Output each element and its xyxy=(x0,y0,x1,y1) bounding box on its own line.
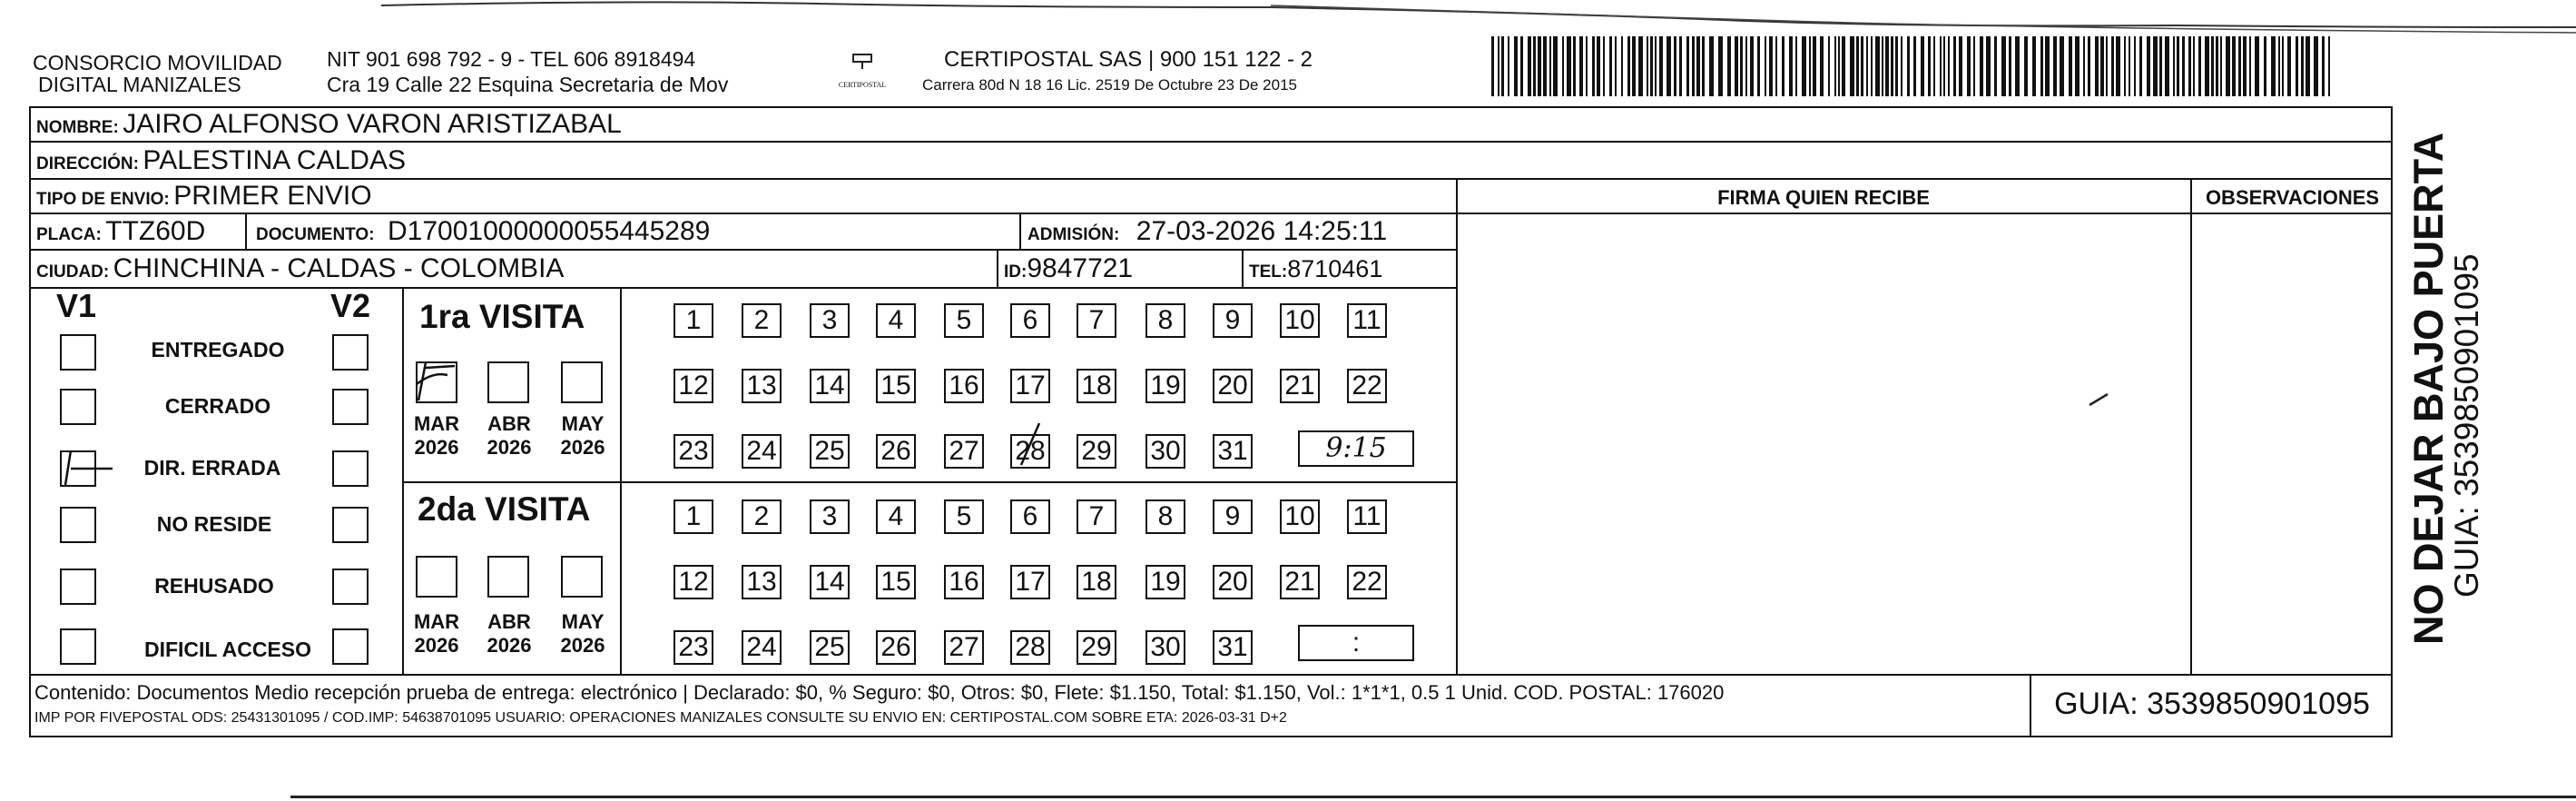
barcode-bar xyxy=(1980,36,1983,96)
barcode-bar xyxy=(2088,36,2090,96)
check-mark-icon xyxy=(1010,423,1050,458)
first-day-23[interactable]: 23 xyxy=(673,434,713,469)
check-mark-icon xyxy=(415,361,457,402)
first-day-4[interactable]: 4 xyxy=(876,303,916,338)
v1-header: V1 xyxy=(56,287,97,324)
barcode-bar xyxy=(1549,36,1551,96)
barcode-bar xyxy=(1973,36,1975,96)
barcode-bar xyxy=(1813,36,1816,96)
second-day-1[interactable]: 1 xyxy=(673,499,713,534)
pen-mark xyxy=(2088,391,2115,409)
barcode-bar xyxy=(1528,36,1531,96)
first-day-15[interactable]: 15 xyxy=(876,369,916,403)
barcode-bar xyxy=(2278,36,2280,96)
barcode-bar xyxy=(2205,36,2209,96)
id-cell xyxy=(1004,253,1133,284)
first-day-27[interactable]: 27 xyxy=(944,434,984,469)
nombre-label: NOMBRE: xyxy=(36,118,119,137)
option-dificil-acceso: DIFICIL ACCESO xyxy=(143,638,311,661)
logo-text: CERTIPOSTAL xyxy=(838,81,887,89)
envelope-icon xyxy=(835,49,890,76)
v2-checkbox-dificil-acceso[interactable] xyxy=(332,628,369,665)
barcode-bar xyxy=(1586,36,1588,96)
barcode-bar xyxy=(2287,36,2291,96)
firma-header: FIRMA QUIEN RECIBE xyxy=(1717,186,1930,209)
first-day-17[interactable]: 17 xyxy=(1010,369,1050,403)
direccion-value: PALESTINA CALDAS xyxy=(143,145,406,175)
ciudad-cell xyxy=(36,253,564,284)
barcode-bar xyxy=(2106,36,2108,96)
barcode-bar xyxy=(2153,36,2158,96)
barcode-bar xyxy=(2328,36,2330,96)
first-day-5[interactable]: 5 xyxy=(944,303,984,338)
first-day-2[interactable]: 2 xyxy=(742,303,782,338)
second-day-22[interactable]: 22 xyxy=(1347,565,1387,599)
barcode-bar xyxy=(1696,36,1700,96)
first-day-31[interactable]: 31 xyxy=(1213,434,1253,469)
barcode-bar xyxy=(1882,36,1883,96)
second-day-11[interactable]: 11 xyxy=(1347,499,1387,534)
barcode-bar xyxy=(1498,36,1499,96)
barcode-bar xyxy=(1891,36,1893,96)
barcode-bar xyxy=(2075,36,2079,96)
barcode-bar xyxy=(2134,36,2136,96)
second-month-box-may[interactable] xyxy=(561,556,603,598)
barcode-bar xyxy=(1757,36,1760,96)
certipostal-logo xyxy=(835,49,890,94)
tipo-value: PRIMER ENVIO xyxy=(173,181,372,211)
option-rehusado: REHUSADO xyxy=(154,574,274,598)
barcode-bar xyxy=(1655,36,1657,96)
barcode-bar xyxy=(1592,36,1595,96)
barcode-bar xyxy=(2001,36,2006,96)
side-line2: GUIA: 3539850901095 xyxy=(2448,253,2485,598)
barcode-bar xyxy=(2255,36,2259,96)
check-mark-icon xyxy=(58,449,94,485)
barcode-bar xyxy=(2159,36,2162,96)
barcode-bar xyxy=(2009,36,2011,96)
barcode-bar xyxy=(1933,36,1935,96)
admision-value: 27-03-2026 14:25:11 xyxy=(1136,216,1388,246)
barcode-bar xyxy=(1679,36,1682,96)
observaciones-header: OBSERVACIONES xyxy=(2205,186,2380,209)
paper-edge xyxy=(290,796,2576,798)
barcode-bar xyxy=(2147,36,2150,96)
barcode-bar xyxy=(2083,36,2085,96)
first-month-box-mar[interactable] xyxy=(416,361,457,403)
barcode-bar xyxy=(2249,36,2251,96)
v2-checkbox-rehusado[interactable] xyxy=(332,569,369,605)
barcode-bar xyxy=(1765,36,1766,96)
barcode-bar xyxy=(2165,36,2169,96)
first-month-label-abr: ABR 2026 xyxy=(487,412,532,459)
second-month-label-abr: ABR 2026 xyxy=(487,610,532,657)
v2-checkbox-no-reside[interactable] xyxy=(332,507,369,543)
side-line1: NO DEJAR BAJO PUERTA xyxy=(2405,132,2452,645)
second-day-9[interactable]: 9 xyxy=(1213,499,1253,534)
second-day-21[interactable]: 21 xyxy=(1280,565,1320,599)
first-day-21[interactable]: 21 xyxy=(1280,369,1320,403)
barcode-bar xyxy=(1842,36,1845,96)
ciudad-value: CHINCHINA - CALDAS - COLOMBIA xyxy=(113,253,565,283)
barcode-bar xyxy=(1650,36,1653,96)
placa-value: TTZ60D xyxy=(105,216,206,246)
first-day-25[interactable]: 25 xyxy=(810,434,850,469)
first-visit-time[interactable]: 9:15 xyxy=(1298,430,1414,467)
barcode-bar xyxy=(2232,36,2236,96)
v2-checkbox-dir-errada[interactable] xyxy=(332,450,369,487)
second-month-box-abr[interactable] xyxy=(487,556,529,598)
v1-checkbox-cerrado[interactable] xyxy=(60,389,96,425)
barcode-bar xyxy=(1615,36,1617,96)
second-day-3[interactable]: 3 xyxy=(810,499,850,534)
tipo-envio-row xyxy=(36,181,372,212)
sender-nit: NIT 901 698 792 - 9 - TEL 606 8918494 xyxy=(327,47,696,71)
second-day-26[interactable]: 26 xyxy=(876,630,916,665)
barcode-bar xyxy=(1948,36,1950,96)
barcode-bar xyxy=(1871,36,1873,96)
barcode-bar xyxy=(2069,36,2072,96)
barcode-bar xyxy=(1820,36,1824,96)
second-day-14[interactable]: 14 xyxy=(810,565,850,599)
barcode-bar xyxy=(2188,36,2191,96)
first-day-9[interactable]: 9 xyxy=(1213,303,1253,338)
barcode-bar xyxy=(1627,36,1630,96)
barcode-bar xyxy=(1632,36,1636,96)
barcode-bar xyxy=(1943,36,1945,96)
first-day-7[interactable]: 7 xyxy=(1077,303,1116,338)
first-day-10[interactable]: 10 xyxy=(1280,303,1320,338)
barcode-bar xyxy=(1838,36,1840,96)
second-day-13[interactable]: 13 xyxy=(742,565,782,599)
admision-cell xyxy=(1027,216,1387,247)
barcode-bar xyxy=(1543,36,1547,96)
barcode-bar xyxy=(2238,36,2241,96)
v2-checkbox-cerrado[interactable] xyxy=(332,389,369,425)
second-day-6[interactable]: 6 xyxy=(1010,499,1050,534)
barcode-bar xyxy=(1967,36,1971,96)
barcode-bar xyxy=(1959,36,1962,96)
second-day-28[interactable]: 28 xyxy=(1010,630,1050,665)
barcode-bar xyxy=(1828,36,1830,96)
barcode-bar xyxy=(1647,36,1648,96)
tel-label: TEL: xyxy=(1249,262,1288,282)
first-day-18[interactable]: 18 xyxy=(1077,369,1116,403)
first-day-30[interactable]: 30 xyxy=(1145,434,1185,469)
v2-header: V2 xyxy=(330,287,371,324)
barcode-bar xyxy=(2116,36,2120,96)
barcode-bar xyxy=(1795,36,1797,96)
second-visit-time[interactable]: : xyxy=(1298,625,1414,661)
barcode-bar xyxy=(1638,36,1643,96)
barcode-bar xyxy=(1928,36,1931,96)
first-visit-title: 1ra VISITA xyxy=(419,298,585,335)
second-day-8[interactable]: 8 xyxy=(1145,499,1185,534)
barcode-bar xyxy=(1538,36,1541,96)
barcode-bar xyxy=(1921,36,1924,96)
placa-label: PLACA: xyxy=(36,225,102,244)
barcode-bar xyxy=(2211,36,2214,96)
second-visit-title: 2da VISITA xyxy=(418,490,591,528)
barcode-bar xyxy=(1520,36,1523,96)
barcode-bar xyxy=(1834,36,1836,96)
tel-cell xyxy=(1249,255,1382,283)
barcode-bar xyxy=(1514,36,1518,96)
barcode-bar xyxy=(2129,36,2130,96)
second-day-20[interactable]: 20 xyxy=(1213,565,1253,599)
barcode-bar xyxy=(2220,36,2222,96)
placa-cell xyxy=(36,216,205,247)
barcode-bar xyxy=(1994,36,1997,96)
first-day-24[interactable]: 24 xyxy=(742,434,782,469)
barcode-bar xyxy=(1907,36,1910,96)
barcode-bar xyxy=(1579,36,1583,96)
barcode-bar xyxy=(1667,36,1671,96)
second-day-16[interactable]: 16 xyxy=(944,565,984,599)
direccion-label: DIRECCIÓN: xyxy=(36,154,139,173)
barcode-bar xyxy=(1861,36,1863,96)
id-value: 9847721 xyxy=(1027,253,1134,283)
barcode-bar xyxy=(1750,36,1754,96)
second-month-box-mar[interactable] xyxy=(416,556,457,598)
option-entregado: ENTREGADO xyxy=(151,338,285,361)
option-cerrado: CERRADO xyxy=(164,394,271,418)
barcode-bar xyxy=(2173,36,2175,96)
barcode-bar xyxy=(1913,36,1916,96)
barcode-bar xyxy=(2111,36,2114,96)
second-day-7[interactable]: 7 xyxy=(1077,499,1116,534)
barcode-bar xyxy=(2124,36,2126,96)
first-day-28[interactable]: 28 xyxy=(1010,434,1050,469)
barcode-bar xyxy=(2182,36,2185,96)
barcode-bar xyxy=(1533,36,1536,96)
barcode-bar xyxy=(1895,36,1898,96)
barcode-bar xyxy=(1709,36,1714,96)
barcode-bar xyxy=(1940,36,1942,96)
tel-value: 8710461 xyxy=(1287,255,1383,282)
barcode-bar xyxy=(2271,36,2276,96)
v1-checkbox-dir-errada[interactable] xyxy=(60,450,96,487)
ciudad-label: CIUDAD: xyxy=(36,262,110,282)
second-month-label-may: MAY 2026 xyxy=(560,610,605,657)
barcode-bar xyxy=(1885,36,1889,96)
option-dir-errada: DIR. ERRADA xyxy=(143,456,281,480)
second-day-5[interactable]: 5 xyxy=(944,499,984,534)
barcode-bar xyxy=(2053,36,2057,96)
barcode-bar xyxy=(2100,36,2104,96)
documento-cell xyxy=(256,216,710,247)
barcode-bar xyxy=(2264,36,2266,96)
barcode-bar xyxy=(1686,36,1689,96)
barcode-bar xyxy=(1850,36,1854,96)
barcode-bar xyxy=(2216,36,2218,96)
second-day-24[interactable]: 24 xyxy=(742,630,782,665)
courier-address: Carrera 80d N 18 16 Lic. 2519 De Octubre 23 De 2015 xyxy=(922,76,1297,94)
second-day-31[interactable]: 31 xyxy=(1213,630,1253,665)
second-day-4[interactable]: 4 xyxy=(876,499,916,534)
barcode-bar xyxy=(1789,36,1793,96)
second-day-27[interactable]: 27 xyxy=(944,630,984,665)
first-month-label-mar: MAR 2026 xyxy=(413,412,460,459)
second-day-30[interactable]: 30 xyxy=(1145,630,1185,665)
barcode-bar xyxy=(1866,36,1868,96)
barcode xyxy=(1491,36,2335,100)
documento-label: DOCUMENTO: xyxy=(256,225,375,244)
second-day-23[interactable]: 23 xyxy=(673,630,713,665)
barcode-bar xyxy=(2198,36,2201,96)
barcode-bar xyxy=(1901,36,1903,96)
barcode-bar xyxy=(2296,36,2298,96)
barcode-bar xyxy=(2322,36,2325,96)
barcode-bar xyxy=(1501,36,1504,96)
barcode-bar xyxy=(2060,36,2064,96)
courier-name: CERTIPOSTAL SAS | 900 151 122 - 2 xyxy=(944,47,1313,72)
nombre-row xyxy=(36,109,622,140)
v1-checkbox-entregado[interactable] xyxy=(60,334,96,371)
first-day-22[interactable]: 22 xyxy=(1347,369,1387,403)
barcode-bar xyxy=(2139,36,2142,96)
documento-value: D17001000000055445289 xyxy=(388,216,711,246)
barcode-bar xyxy=(2226,36,2230,96)
barcode-bar xyxy=(1775,36,1777,96)
option-no-reside: NO RESIDE xyxy=(156,512,272,536)
sender-company-line2: DIGITAL MANIZALES xyxy=(38,73,241,96)
second-month-label-mar: MAR 2026 xyxy=(413,610,460,657)
barcode-bar xyxy=(1621,36,1623,96)
first-day-3[interactable]: 3 xyxy=(810,303,850,338)
sender-address: Cra 19 Calle 22 Esquina Secretaria de Mov xyxy=(327,73,729,96)
barcode-bar xyxy=(1802,36,1806,96)
barcode-bar xyxy=(2040,36,2043,96)
barcode-bar xyxy=(1692,36,1695,96)
side-text-block xyxy=(2405,132,2489,645)
barcode-bar xyxy=(2095,36,2099,96)
barcode-bar xyxy=(1491,36,1494,96)
barcode-bar xyxy=(2301,36,2304,96)
id-label: ID: xyxy=(1004,262,1027,282)
second-day-25[interactable]: 25 xyxy=(810,630,850,665)
barcode-bar xyxy=(2024,36,2028,96)
second-day-10[interactable]: 10 xyxy=(1280,499,1320,534)
first-day-16[interactable]: 16 xyxy=(944,369,984,403)
barcode-bar xyxy=(1727,36,1731,96)
barcode-bar xyxy=(1553,36,1558,96)
v1-checkbox-rehusado[interactable] xyxy=(60,569,96,605)
barcode-bar xyxy=(2243,36,2247,96)
first-day-19[interactable]: 19 xyxy=(1145,369,1185,403)
barcode-bar xyxy=(1573,36,1576,96)
barcode-bar xyxy=(2314,36,2318,96)
barcode-bar xyxy=(1508,36,1509,96)
barcode-bar xyxy=(1609,36,1612,96)
first-month-label-may: MAY 2026 xyxy=(560,412,605,459)
barcode-bar xyxy=(1718,36,1723,96)
second-day-18[interactable]: 18 xyxy=(1077,565,1116,599)
v1-checkbox-dificil-acceso[interactable] xyxy=(60,628,96,665)
second-day-2[interactable]: 2 xyxy=(742,499,782,534)
barcode-bar xyxy=(1674,36,1676,96)
barcode-bar xyxy=(2015,36,2020,96)
barcode-bar xyxy=(1953,36,1956,96)
barcode-bar xyxy=(1597,36,1600,96)
barcode-bar xyxy=(1603,36,1605,96)
first-day-1[interactable]: 1 xyxy=(673,303,713,338)
barcode-bar xyxy=(1740,36,1743,96)
barcode-bar xyxy=(1702,36,1705,96)
barcode-bar xyxy=(1782,36,1785,96)
barcode-bar xyxy=(2045,36,2050,96)
v2-checkbox-entregado[interactable] xyxy=(332,334,369,371)
barcode-bar xyxy=(2282,36,2284,96)
second-day-19[interactable]: 19 xyxy=(1145,565,1185,599)
second-day-12[interactable]: 12 xyxy=(673,565,713,599)
sender-company-line1: CONSORCIO MOVILIDAD xyxy=(33,51,282,74)
barcode-bar xyxy=(1659,36,1663,96)
first-day-14[interactable]: 14 xyxy=(810,369,850,403)
v1-checkbox-no-reside[interactable] xyxy=(60,507,96,543)
second-day-15[interactable]: 15 xyxy=(876,565,916,599)
barcode-bar xyxy=(2177,36,2179,96)
first-month-box-may[interactable] xyxy=(561,361,603,403)
first-day-8[interactable]: 8 xyxy=(1145,303,1185,338)
tipo-label: TIPO DE ENVIO: xyxy=(36,190,170,209)
footer-contenido: Contenido: Documentos Medio recepción prueba de entrega: electrónico | Declarado: $0, % Seguro: $0, Otros: $0, Flete: $1.150, Total: $1.150, Vol.: 1*1*1, 0.5 1 Unid. COD. POSTAL: 176020 xyxy=(34,681,1725,704)
barcode-bar xyxy=(1567,36,1571,96)
first-day-26[interactable]: 26 xyxy=(876,434,916,469)
barcode-bar xyxy=(2306,36,2310,96)
barcode-bar xyxy=(2032,36,2036,96)
torn-edge xyxy=(0,0,2576,36)
first-day-20[interactable]: 20 xyxy=(1213,369,1253,403)
barcode-bar xyxy=(1856,36,1859,96)
first-day-12[interactable]: 12 xyxy=(673,369,713,403)
first-month-box-abr[interactable] xyxy=(487,361,529,403)
barcode-bar xyxy=(1809,36,1811,96)
first-day-6[interactable]: 6 xyxy=(1010,303,1050,338)
barcode-bar xyxy=(2193,36,2195,96)
nombre-value: JAIRO ALFONSO VARON ARISTIZABAL xyxy=(123,109,622,139)
footer-guia: GUIA: 3539850901095 xyxy=(2054,687,2370,721)
second-day-17[interactable]: 17 xyxy=(1010,565,1050,599)
footer-imp: IMP POR FIVEPOSTAL ODS: 25431301095 / COD.IMP: 54638701095 USUARIO: OPERACIONES MANIZALES CONSULTE SU ENVIO EN: CERTIPOSTAL.COM SOBRE ETA: 2026-03-31 D+2 xyxy=(34,710,1287,726)
barcode-bar xyxy=(1875,36,1880,96)
first-day-13[interactable]: 13 xyxy=(742,369,782,403)
barcode-bar xyxy=(1769,36,1773,96)
second-day-29[interactable]: 29 xyxy=(1077,630,1116,665)
barcode-bar xyxy=(1562,36,1564,96)
direccion-row xyxy=(36,145,406,176)
barcode-bar xyxy=(1735,36,1738,96)
barcode-bar xyxy=(1986,36,1991,96)
admision-label: ADMISIÓN: xyxy=(1027,225,1120,244)
barcode-bar xyxy=(1745,36,1747,96)
first-day-11[interactable]: 11 xyxy=(1347,303,1387,338)
first-day-29[interactable]: 29 xyxy=(1077,434,1116,469)
